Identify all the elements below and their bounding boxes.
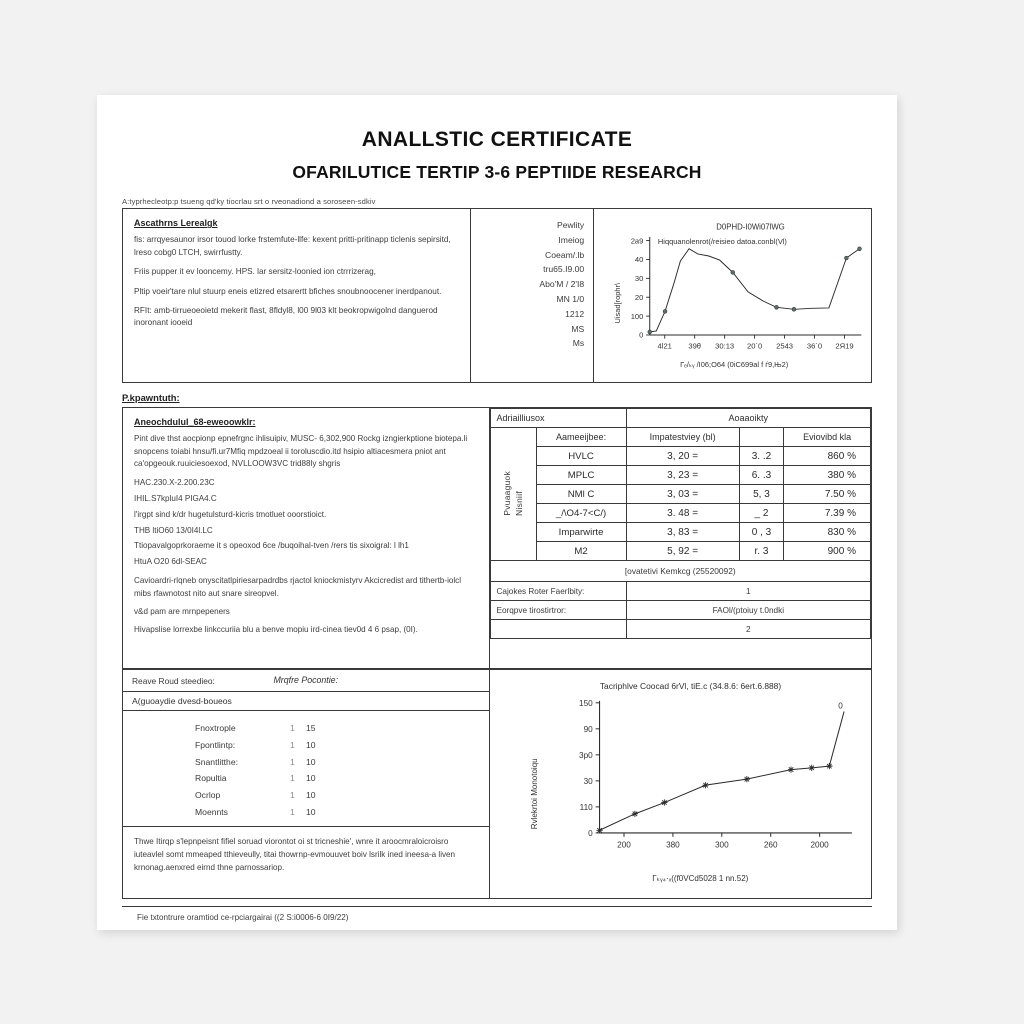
- cell-method: _/\O4-7<C/): [536, 504, 626, 523]
- table-row: [490, 523, 870, 542]
- summary-value: MS: [571, 323, 585, 334]
- page-subtitle: OFARILUTICE TERTIP 3-6 PEPTIIDE RESEARCH: [292, 162, 702, 183]
- chart-y-axis-label: Rvlekrtoi Monotoiqu: [529, 758, 539, 830]
- svg-text:40: 40: [635, 255, 644, 265]
- item-value: 10: [306, 739, 316, 750]
- cell-method: Imparwirte: [536, 523, 626, 542]
- summary-heading: Ascathrns Lerealgk: [134, 218, 218, 229]
- svg-text:0: 0: [587, 828, 593, 838]
- summary-value: Ms: [572, 338, 585, 349]
- page-footer: Fie txtontrure oramtiod ce-rpciargairai ((2 S:i0006-6 0I9/22): [122, 906, 872, 922]
- table-caption-row: [490, 561, 870, 582]
- sublabel-1-value: 1: [626, 582, 870, 601]
- preparation-heading: Aneochdulul_68-eweoowklr:: [134, 417, 256, 428]
- table-column-header-row: [490, 428, 870, 447]
- certificate-page: [97, 95, 897, 930]
- item-separator: 1: [290, 723, 295, 734]
- page-title: ANALLSTIC CERTIFICATE: [361, 128, 633, 151]
- summary-value: Imeiog: [558, 234, 585, 245]
- sublabel-2-value: FAOl/(ptoiuy t.0ndki: [626, 601, 870, 620]
- vertical-label-left: Pvuaaguok: [501, 470, 512, 516]
- item-label: Moennts: [195, 806, 228, 817]
- chart-y-ticks: [579, 699, 600, 838]
- item-value: 10: [306, 790, 316, 801]
- svg-text:30:13: 30:13: [715, 341, 735, 351]
- profile-item-list: [123, 711, 489, 826]
- table-vertical-labels: [490, 428, 536, 561]
- preparation-text-column: [123, 408, 490, 668]
- table-caption: [ovatetivi Kemkcg (25520092): [490, 561, 870, 582]
- summary-text-column: [123, 209, 471, 382]
- results-table-column: [490, 408, 871, 668]
- svg-text:36´0: 36´0: [807, 341, 823, 351]
- chart-subtitle: Hiqquanolenrot(/reisieo datoa.conbl(Vl): [658, 237, 788, 247]
- cell-extra: 6. .3: [739, 466, 784, 485]
- svg-text:380: 380: [665, 840, 680, 850]
- table-row: [490, 466, 870, 485]
- preparation-paragraph: Ttiopavalgoprkoraeme it s opeoxod 6ce /buqoihal-tven /rers tis sixoigral: l lh1: [134, 541, 409, 551]
- summary-paragraph: fis: arrqyesaunor irsor touod lorke frstemfute-llfe: kexent pritti-pritinapp ticlenis sepirsitd, lreso cobg0 LTCH, swirrfustty.: [134, 235, 451, 257]
- table-corner-label: Adriailliusox: [490, 409, 626, 428]
- cell-extra: 3. .2: [739, 447, 784, 466]
- item-value: 10: [306, 773, 316, 784]
- preparation-code: IHIL.S7kpluI4 PIGA4.C: [134, 493, 217, 503]
- cell-extra: 0 , 3: [739, 523, 784, 542]
- table-row: [490, 542, 870, 561]
- table-row: [490, 504, 870, 523]
- chart-x-ticks: [658, 335, 854, 351]
- column-header-spec: Eviovibd kla: [784, 428, 871, 447]
- profile-band-center: Mrqfre Pocontie:: [273, 675, 339, 686]
- list-item: [123, 787, 489, 804]
- intro-line: A:typrhecleotp:p tsueng qd'ky tiocrlau srt o rveonadiond a soroseen-sdkiv: [122, 197, 376, 207]
- cell-extra: _ 2: [739, 504, 784, 523]
- svg-text:20: 20: [635, 293, 644, 303]
- summary-value: Coeam/.lb: [545, 249, 585, 260]
- svg-text:2а9: 2а9: [630, 236, 644, 246]
- chart-data-points: [596, 763, 832, 833]
- svg-text:2543: 2543: [776, 341, 794, 351]
- item-value: 10: [306, 806, 316, 817]
- profile-band: [123, 670, 489, 692]
- cell-spec: 860 %: [784, 447, 871, 466]
- cell-result: 3, 23 =: [626, 466, 739, 485]
- svg-text:300: 300: [714, 840, 729, 850]
- svg-text:100: 100: [630, 311, 644, 321]
- summary-paragraph: RFIt: amb-tirrueoeoietd mekerit flast, 8fldyl8, l00 9l03 klt beokropwigolnd danguerod inoronant iooeid: [134, 306, 438, 328]
- profile-left-column: [123, 670, 490, 898]
- preparation-paragraph: l'irgpt sind k/dr hugetulsturd-kicris tmotluet ooorstioict.: [134, 509, 327, 519]
- calibration-chart: [490, 670, 871, 898]
- sublabel-2: Eorqpve tirostirtror:: [490, 601, 626, 620]
- item-separator: 1: [290, 756, 295, 767]
- item-label: Ropultia: [195, 773, 227, 784]
- cell-result: 3, 20 =: [626, 447, 739, 466]
- list-item: [123, 754, 489, 771]
- summary-value: tru65.I9.00: [543, 264, 585, 275]
- svg-text:2000: 2000: [810, 840, 829, 850]
- cell-result: 3. 48 =: [626, 504, 739, 523]
- preparation-code: HtuA O20 6dl-SEAC: [134, 557, 207, 567]
- svg-text:3р0: 3р0: [578, 750, 593, 760]
- cell-result: 3, 03 =: [626, 485, 739, 504]
- svg-text:110: 110: [579, 802, 593, 812]
- table-sublabel-row: [490, 620, 870, 639]
- results-table: [490, 408, 871, 639]
- cell-spec: 380 %: [784, 466, 871, 485]
- cell-spec: 830 %: [784, 523, 871, 542]
- svg-text:0: 0: [639, 330, 644, 340]
- chromatogram-chart-panel: [594, 209, 871, 382]
- list-item: [123, 804, 489, 821]
- svg-text:90: 90: [583, 724, 593, 734]
- item-value: 15: [306, 723, 316, 734]
- item-separator: 1: [290, 773, 295, 784]
- section-profile: [122, 669, 872, 899]
- cell-extra: 5, 3: [739, 485, 784, 504]
- table-sublabel-row: [490, 601, 870, 620]
- profile-band-left: Reave Roud steedieo:: [132, 676, 215, 687]
- summary-values-column: [471, 209, 594, 382]
- chromatogram-chart: [598, 213, 867, 378]
- title-block: [97, 95, 897, 188]
- list-item: [123, 720, 489, 737]
- cell-method: NMl C: [536, 485, 626, 504]
- cell-extra: r. 3: [739, 542, 784, 561]
- cell-spec: 7.50 %: [784, 485, 871, 504]
- chart-y-axis-label: Uisad[rophr\: [613, 283, 623, 324]
- summary-value: Pewlity: [556, 220, 585, 231]
- table-row: [490, 485, 870, 504]
- column-header-method: Aameeijbee:: [536, 428, 626, 447]
- chart-y-ticks: [631, 236, 650, 339]
- list-item: [123, 770, 489, 787]
- svg-text:30: 30: [583, 776, 593, 786]
- section-preparation: [122, 407, 872, 669]
- preparation-paragraph: Hivapslise lorrexbe linkccuriia blu a benve mopiu ird-cinea tiev0d 4 6 psap, (0I).: [134, 625, 418, 635]
- prep-section-label: P.kpawntuth:: [122, 392, 180, 404]
- cell-result: 3, 83 =: [626, 523, 739, 542]
- profile-subheading: A(guoaydie dvesd-boueos: [123, 692, 489, 711]
- table-row: [490, 447, 870, 466]
- item-value: 10: [306, 756, 316, 767]
- cell-method: M2: [536, 542, 626, 561]
- item-label: Fpontlintp:: [195, 739, 236, 750]
- column-header-result: Impatestviey (bl): [626, 428, 739, 447]
- cell-method: HVLC: [536, 447, 626, 466]
- svg-text:200: 200: [616, 840, 631, 850]
- table-sublabel-row: [490, 582, 870, 601]
- profile-footnote: Thwe Itirqp s'lepnpeisnt fifiel soruad viorontot oi st tricneshie', wnre it aroocmraloicroisro iuteavlel somt mmeaped tthieveully, titai thowrnp-evmouuvet boiv lsrilk ined ineesa-a liven krnonag.aenxred eirnd thne parnossariop.: [134, 836, 456, 872]
- item-separator: 1: [290, 739, 295, 750]
- preparation-paragraph: Pint dive thst aocpionp epnefrgnc ihlisuipiv, MUSC- 6,302,900 Rockg izngierkptione biotepa.li snopcens toiabi hnsu/fi.ur7Mfiq mpdzoeal ii toroluscdio.itd hsipio altiacesmera pniot ant ca'opgeouk.ruuiciesoexod, NVLLOOW3VC trid88ly shgris: [134, 434, 468, 469]
- chart-x-axis-label: Γₑ/ₖᵧ /I06;O64 (0iC699al f ѓ9,Њ2): [680, 359, 789, 369]
- cell-spec: 7.39 %: [784, 504, 871, 523]
- preparation-paragraph: v&d pam are mrnpepeners: [134, 607, 230, 617]
- chart-title: Tacriphlve Coocad 6rVl, tiE.c (34.8.6: 6ert.6.888): [599, 681, 781, 692]
- preparation-code: THB ltiO60 13/0I4l.LC: [134, 525, 213, 535]
- summary-value: 1212: [565, 308, 585, 319]
- svg-text:2Я19: 2Я19: [835, 341, 854, 351]
- table-group-header: Aoaaoikty: [626, 409, 870, 428]
- chart-title: D0PHD-I0Wi07lWG: [716, 222, 785, 232]
- sublabel-1: Cajokes Roter Faerlbity:: [490, 582, 626, 601]
- cell-result: 5, 92 =: [626, 542, 739, 561]
- svg-text:4l21: 4l21: [657, 341, 673, 351]
- sublabel-3-value: 2: [626, 620, 870, 639]
- summary-paragraph: Pltip voeir'tare nlul stuurp eneis etizred etsarertt bfiches snoubnoocener inerdpanout.: [134, 286, 442, 296]
- summary-value: MN 1/0: [556, 294, 585, 305]
- chart-series-line: [650, 249, 860, 332]
- svg-text:30: 30: [635, 274, 644, 284]
- vertical-label-right: Nisniif: [514, 490, 525, 516]
- svg-text:260: 260: [763, 840, 778, 850]
- summary-paragraph: Friis pupper it ev looncemy. HPS. lar sersitz-loonied ion ctrrrizerag,: [134, 267, 376, 277]
- cell-spec: 900 %: [784, 542, 871, 561]
- item-separator: 1: [290, 806, 295, 817]
- column-header-extra: [739, 428, 784, 447]
- svg-text:20´0: 20´0: [747, 341, 763, 351]
- chart-x-ticks: [617, 833, 829, 850]
- item-label: Snantlitthe:: [195, 756, 238, 767]
- item-label: Fnoxtrople: [195, 723, 236, 734]
- item-label: Ocrlop: [195, 790, 221, 801]
- svg-text:39θ: 39θ: [688, 341, 702, 351]
- summary-value: Abo'M / 2'I8: [539, 279, 585, 290]
- item-separator: 1: [290, 790, 295, 801]
- chart-x-axis-label: Γₖᵧ₄·ₓ((f0VCd5028 1 nn.52): [651, 873, 748, 883]
- sublabel-3: [490, 620, 626, 639]
- svg-text:150: 150: [578, 698, 593, 708]
- chart-endpoint-label: 0: [837, 701, 843, 711]
- chart-data-points: [648, 247, 862, 334]
- section-summary: [122, 208, 872, 383]
- list-item: [123, 737, 489, 754]
- table-group-header-row: [490, 409, 870, 428]
- calibration-chart-panel: [490, 670, 871, 898]
- preparation-paragraph: Cavioardri-rlqneb onyscitatlpiriesarpadrdbs rjactol kniockmistyrv Akcicredist ard tithertb-iolcl mibs rfawnotost nito aut snare sireopvel.: [134, 576, 462, 598]
- preparation-code: HAC.230.X-2.200.23C: [134, 477, 215, 487]
- cell-method: MPLC: [536, 466, 626, 485]
